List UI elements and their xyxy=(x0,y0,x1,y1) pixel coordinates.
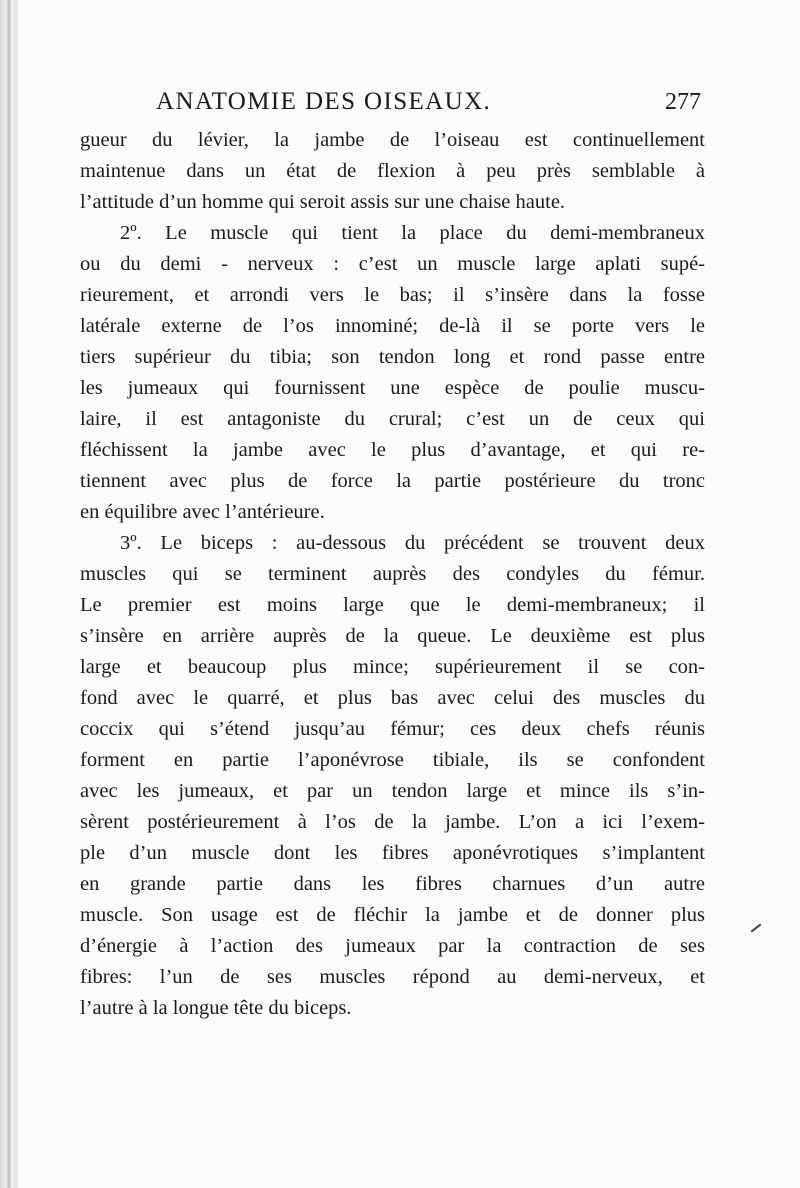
page-number: 277 xyxy=(665,89,701,115)
text-line: Le premier est moins large que le demi-membraneux; il xyxy=(80,594,705,616)
paragraph-start-line: 2º. Le muscle qui tient la place du demi-membraneux xyxy=(120,222,705,244)
text-line: avec les jumeaux, et par un tendon large et mince ils s’in- xyxy=(80,780,705,802)
text-line: latérale externe de l’os innominé; de-là il se porte vers le xyxy=(80,315,705,337)
text-line: l’autre à la longue tête du biceps. xyxy=(80,997,352,1019)
text-line: fibres: l’un de ses muscles répond au demi-nerveux, et xyxy=(80,966,705,988)
ink-speck xyxy=(751,924,762,933)
text-line: tiers supérieur du tibia; son tendon long et rond passe entre xyxy=(80,346,705,368)
text-line: fléchissent la jambe avec le plus d’avantage, et qui re- xyxy=(80,439,705,461)
text-line: muscle. Son usage est de fléchir la jambe et de donner plus xyxy=(80,904,705,926)
book-page xyxy=(20,0,800,1188)
page-binding-edge xyxy=(0,0,20,1188)
text-line: les jumeaux qui fournissent une espèce de poulie muscu- xyxy=(80,377,705,399)
text-line: laire, il est antagoniste du crural; c’est un de ceux qui xyxy=(80,408,705,430)
text-line: coccix qui s’étend jusqu’au fémur; ces deux chefs réunis xyxy=(80,718,705,740)
text-line: d’énergie à l’action des jumeaux par la contraction de ses xyxy=(80,935,705,957)
text-line: gueur du lévier, la jambe de l’oiseau est continuellement xyxy=(80,129,705,151)
text-line: muscles qui se terminent auprès des condyles du fémur. xyxy=(80,563,705,585)
text-line: s’insère en arrière auprès de la queue. Le deuxième est plus xyxy=(80,625,705,647)
text-line: tiennent avec plus de force la partie postérieure du tronc xyxy=(80,470,705,492)
text-line: fond avec le quarré, et plus bas avec celui des muscles du xyxy=(80,687,705,709)
running-title: ANATOMIE DES OISEAUX. xyxy=(156,88,492,115)
text-line: large et beaucoup plus mince; supérieurement il se con- xyxy=(80,656,705,678)
text-line: ou du demi - nerveux : c’est un muscle large aplati supé- xyxy=(80,253,705,275)
text-line: en grande partie dans les fibres charnues d’un autre xyxy=(80,873,705,895)
text-line: ple d’un muscle dont les fibres aponévrotiques s’implantent xyxy=(80,842,705,864)
text-line: sèrent postérieurement à l’os de la jambe. L’on a ici l’exem- xyxy=(80,811,705,833)
text-line: en équilibre avec l’antérieure. xyxy=(80,501,325,523)
text-line: maintenue dans un état de flexion à peu près semblable à xyxy=(80,160,705,182)
paragraph-start-line: 3º. Le biceps : au-dessous du précédent se trouvent deux xyxy=(120,532,705,554)
body-text xyxy=(80,125,705,1024)
text-line: forment en partie l’aponévrose tibiale, ils se confondent xyxy=(80,749,705,771)
text-line: rieurement, et arrondi vers le bas; il s’insère dans la fosse xyxy=(80,284,705,306)
text-line: l’attitude d’un homme qui seroit assis sur une chaise haute. xyxy=(80,191,566,213)
page-header xyxy=(156,86,701,118)
